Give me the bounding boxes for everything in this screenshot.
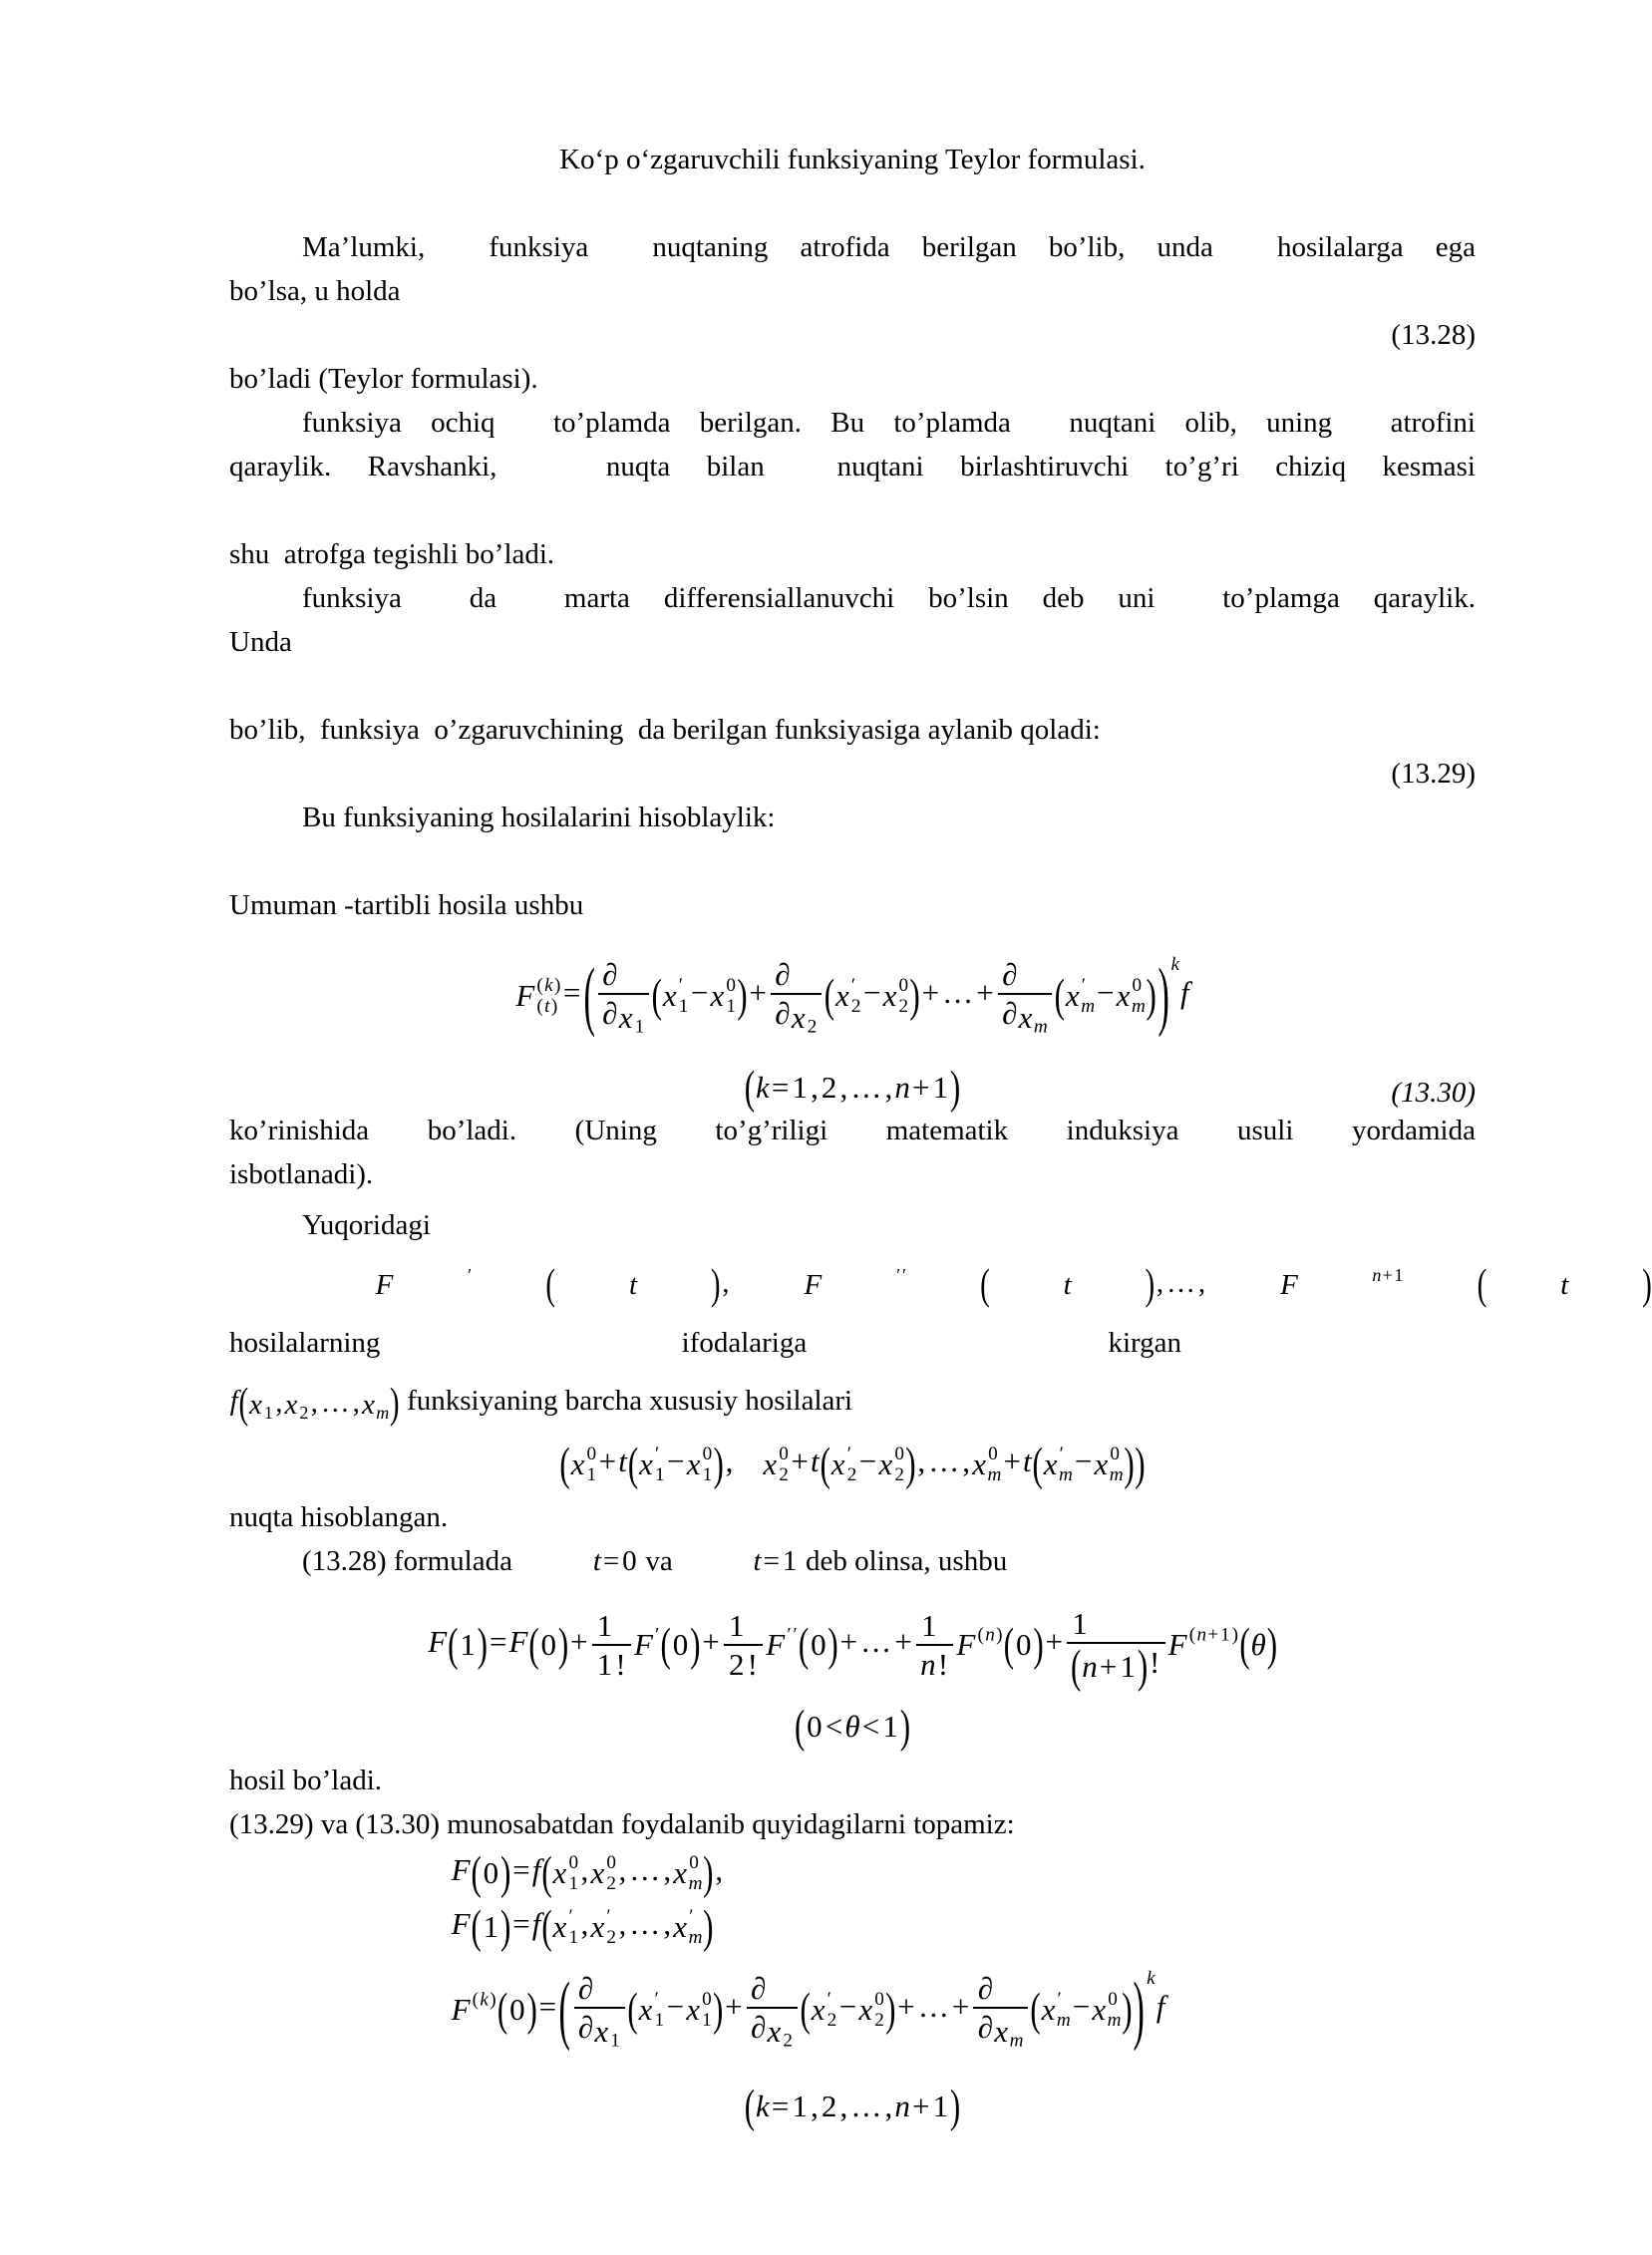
math-expression: F (k) (t) = ( ∂ ∂ x 1 ( x ′ 1 − x 0 1 ) + ∂ ∂ x 2 ( x ′ 2 − x 0 2 ) +…+ ∂ ∂ x m ( x ′ m − x 0 m ) ) k f: [515, 950, 1189, 1039]
blank-line: [229, 181, 1476, 225]
text-line: Bu funksiyaning hosilalarini hisoblaylik:: [302, 802, 776, 833]
math-expression: t=1: [753, 1544, 798, 1577]
display-formula: [229, 2074, 1476, 2137]
text-line: [229, 1372, 1476, 1434]
display-formula: [229, 1900, 1476, 1954]
text-line: shu atrofga tegishli bo’ladi.: [229, 538, 555, 570]
text-line: hosil bo’ladi.: [229, 1764, 383, 1796]
math-expression: F ( 1 ) =f ( x ′ 1 , x ′ 2 ,…, x ′ m ): [451, 1899, 714, 1953]
text-line: isbotlanadi).: [229, 1158, 374, 1190]
text-segment: funksiyaning barcha xususiy hosilalari: [399, 1385, 853, 1418]
text-line: funksiya da marta differensiallanuvchi bo’lsin deb uni to’plamga qaraylik.: [302, 582, 1476, 614]
math-expression: F ( 0 ) =f ( x 0 1 , x 0 2 ,…, x 0 m ) ,: [451, 1845, 724, 1899]
text-segment: (13.28) formulada: [302, 1544, 520, 1577]
text-line: nuqta hisoblangan.: [229, 1500, 449, 1533]
math-expression: ( 0<θ<1 ): [794, 1700, 911, 1753]
text-segment: va: [638, 1544, 680, 1577]
math-expression: ( k=1,2,…,n+1 ): [744, 2080, 961, 2132]
text-line: ko’rinishida bo’ladi. (Uning to’g’riligi matematik induksiya usuli yordamida: [229, 1115, 1476, 1146]
text-line: bo’lib, funksiya o’zgaruvchining da berilgan funksiyasiga aylanib qoladi:: [229, 714, 1101, 746]
math-expression: t=0: [592, 1544, 637, 1577]
display-formula: [229, 1846, 1476, 1900]
text-line: [229, 1539, 1476, 1583]
text-line: qaraylik. Ravshanki, nuqta bilan nuqtani birlashtiruvchi to’g’ri chiziq kesmasi: [229, 451, 1476, 483]
math-expression: f ( x 1 , x 2 ,…, x m ): [229, 1379, 400, 1428]
blank-line: [229, 488, 1476, 532]
text-line: funksiya ochiq to’plamda berilgan. Bu to’plamda nuqtani olib, uning atrofini: [302, 407, 1476, 439]
display-formula: [229, 1597, 1476, 1693]
text-segment: deb olinsa, ushbu: [798, 1544, 1008, 1577]
equation-label: (13.30): [1391, 1077, 1476, 1109]
text-line: Ma’lumki, funksiya nuqtaning atrofida berilgan bo’lib, unda hosilalarga ega: [302, 231, 1476, 263]
display-formula: [229, 1434, 1476, 1495]
display-formula: [229, 927, 1476, 1065]
text-line: Unda: [229, 626, 292, 658]
blank-line: [229, 839, 1476, 883]
math-expression: ( k=1,2,…,n+1 ): [744, 1061, 961, 1114]
math-expression: ( x 0 1 +t ( x ′ 1 − x 0 1 ) , x 0 2 +t ( x ′ 2 − x 0 2 ) ,…, x 0 m +t ( x ′ m − x 0 m ) ): [559, 1437, 1146, 1490]
text-segment: hosilalarning ifodalariga kirgan: [229, 1327, 1182, 1360]
blank-line: [229, 664, 1476, 708]
text-line: bo’ladi (Teylor formulasi).: [229, 363, 538, 395]
display-formula: [229, 1061, 1476, 1114]
text-line: (13.29) va (13.30) munosabatdan foydalanib quyidagilarni topamiz:: [229, 1807, 1015, 1840]
document-title: Koʻp oʻzgaruvchili funksiyaning Teylor formulasi.: [559, 144, 1146, 175]
text-segment: Yuqoridagi: [302, 1209, 431, 1241]
math-expression: F ′ ( t ) , F ′′ ( t ) ,…, F n+1 ( t ): [375, 1261, 1652, 1310]
math-expression: F (k) ( 0 ) = ( ∂ ∂ x 1 ( x ′ 1 − x 0 1 ) + ∂ ∂ x 2 ( x ′ 2 − x 0 2 ) +…+ ∂ ∂ x m ( x ′ m − x 0 m ) ) k f: [451, 1964, 1165, 2053]
display-formula: [229, 1693, 1476, 1759]
math-expression: F ( 1 ) =F ( 0 ) + $\frac{1}{1!}$ F ′ ( 0 ) + $\frac{1}{2!}$ F ′′ ( 0 ) +…+ $\frac{1}{n!}$ F (n) ( 0 ) + 1 ( n+1 ) ! F (n+1) ( θ ): [428, 1606, 1278, 1693]
text-line: Umuman -tartibli hosila ushbu: [229, 889, 584, 921]
text-line: bo’lsa, u holda: [229, 275, 401, 307]
display-formula: [229, 1954, 1476, 2066]
text-line: [229, 1196, 1652, 1372]
equation-label: (13.28): [1391, 319, 1476, 351]
equation-label: (13.29): [1391, 758, 1476, 790]
